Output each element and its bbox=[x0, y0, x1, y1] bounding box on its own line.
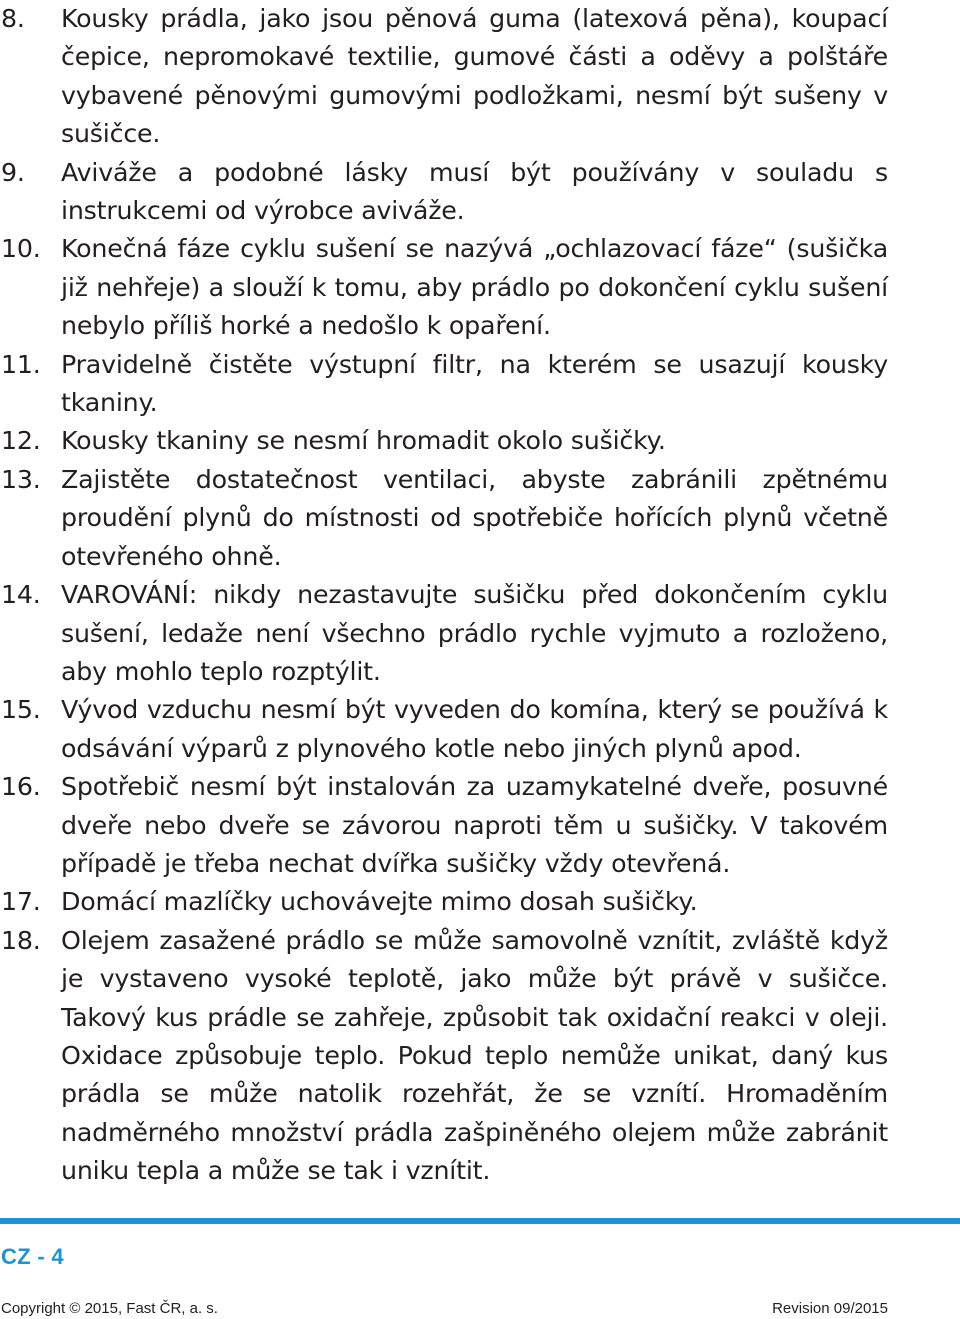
list-item bbox=[0, 691, 888, 768]
item-number: 15. bbox=[1, 695, 41, 725]
item-text: Vývod vzduchu nesmí být vyveden do komína, který se používá k odsávání výparů z plynového kotle nebo jiných plynů apod. bbox=[61, 695, 888, 763]
item-text: Pravidelně čistěte výstupní filtr, na kterém se usazují kousky tkaniny. bbox=[61, 349, 888, 418]
item-number: 17. bbox=[1, 887, 41, 917]
item-number: 9. bbox=[1, 157, 25, 187]
list-item bbox=[0, 768, 888, 883]
item-number: 12. bbox=[1, 426, 41, 456]
copyright-notice: Copyright © 2015, Fast ČR, a. s. bbox=[1, 1300, 218, 1317]
item-text: Konečná fáze cyklu sušení se nazývá „ochlazovací fáze“ (sušička již nehřeje) a slouží k tomu, aby prádlo po dokončení cyklu sušení nebylo příliš horké a nedošlo k opaření. bbox=[61, 234, 888, 341]
list-item bbox=[0, 422, 888, 460]
revision-label: Revision 09/2015 bbox=[772, 1300, 888, 1317]
item-number: 11. bbox=[1, 349, 41, 379]
item-number: 10. bbox=[1, 234, 41, 264]
item-text: Kousky prádla, jako jsou pěnová guma (latexová pěna), koupací čepice, nepromokavé textilie, gumové části a oděvy a polštáře vybavené pěnovými gumovými podložkami, nesmí být sušeny v sušičce. bbox=[61, 4, 888, 149]
list-item bbox=[0, 922, 888, 1191]
item-number: 18. bbox=[1, 925, 41, 955]
list-item bbox=[0, 883, 888, 921]
list-item bbox=[0, 154, 888, 231]
item-number: 8. bbox=[1, 4, 25, 33]
item-text: Kousky tkaniny se nesmí hromadit okolo sušičky. bbox=[61, 426, 666, 456]
list-item bbox=[0, 0, 888, 154]
item-text: Zajistěte dostatečnost ventilaci, abyste zabránili zpětnému proudění plynů do místnosti od spotřebiče hořících plynů včetně otevřeného ohně. bbox=[61, 464, 888, 571]
list-item bbox=[0, 230, 888, 345]
list-item bbox=[0, 461, 888, 576]
item-text: VAROVÁNÍ: nikdy nezastavujte sušičku před dokončením cyklu sušení, ledaže není všechno prádlo rychle vyjmuto a rozloženo, aby mohlo teplo rozptýlit. bbox=[61, 580, 888, 686]
item-number: 14. bbox=[1, 580, 41, 610]
list-item bbox=[0, 576, 888, 691]
item-number: 16. bbox=[1, 772, 41, 802]
footer-divider bbox=[0, 1218, 960, 1224]
item-text: Olejem zasažené prádlo se může samovolně vznítit, zvláště když je vystaveno vysoké teplotě, jako může být právě v sušičce. Takový kus prádle se zahřeje, způsobit tak oxidační reakci v oleji. Oxidace způsobuje teplo. Pokud teplo nemůže unikat, daný kus prádla se může natolik rozehřát, že se vznítí. Hromaděním nadměrného množství prádla zašpiněného olejem může zabránit uniku tepla a může se tak i vznítit. bbox=[61, 925, 888, 1186]
item-text: Domácí mazlíčky uchovávejte mimo dosah sušičky. bbox=[61, 887, 698, 917]
item-text: Aviváže a podobné lásky musí být používány v souladu s instrukcemi od výrobce aviváže. bbox=[61, 157, 888, 226]
item-number: 13. bbox=[1, 464, 41, 494]
list-item bbox=[0, 346, 888, 423]
page-number: CZ - 4 bbox=[1, 1244, 64, 1269]
item-text: Spotřebič nesmí být instalován za uzamykatelné dveře, posuvné dveře nebo dveře se závorou naproti těm u sušičky. V takovém případě je třeba nechat dvířka sušičky vždy otevřená. bbox=[61, 772, 888, 878]
